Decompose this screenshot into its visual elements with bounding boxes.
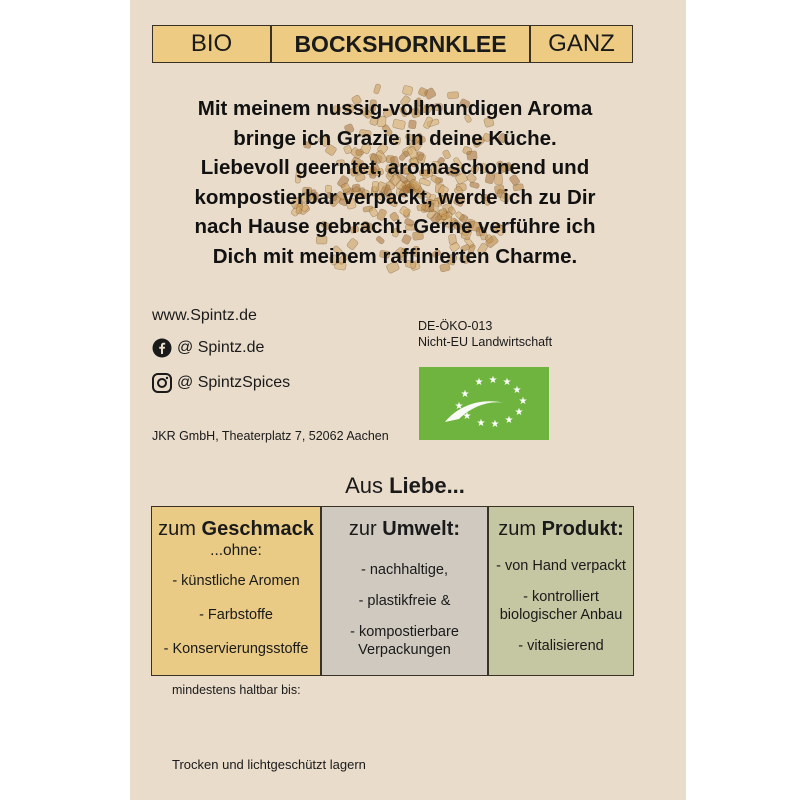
best-before-label: mindestens haltbar bis: xyxy=(172,683,301,697)
facebook-handle-text: @ Spintz.de xyxy=(177,339,265,356)
eu-star: ★ xyxy=(502,377,512,388)
list-item: - von Hand verpackt xyxy=(496,558,626,574)
eu-star: ★ xyxy=(490,419,500,430)
box-taste-heading xyxy=(152,518,320,541)
box-taste-emphasis: Geschmack xyxy=(201,518,314,540)
header-ganz-text: GANZ xyxy=(548,30,615,57)
list-item: - Farbstoffe xyxy=(199,607,273,623)
eu-star: ★ xyxy=(474,377,484,388)
storage-note: Trocken und lichtgeschützt lagern xyxy=(172,757,366,772)
eu-star: ★ xyxy=(512,385,522,396)
website-link[interactable]: www.Spintz.de xyxy=(152,307,257,324)
eu-star: ★ xyxy=(462,411,472,422)
list-item: - nachhaltige, xyxy=(360,562,449,578)
instagram-icon xyxy=(152,373,172,393)
list-item: biologischer Anbau xyxy=(499,607,623,623)
story-line: nach Hause gebracht. Gerne verführe ich xyxy=(194,215,596,238)
box-environment-emphasis: Umwelt: xyxy=(382,518,461,540)
list-item: - künstliche Aromen xyxy=(172,573,300,589)
box-product-emphasis: Produkt: xyxy=(541,518,624,540)
story-line: bringe ich Grazie in deine Küche. xyxy=(233,126,557,150)
story-line: Dich mit meinem raffinierten Charme. xyxy=(212,244,578,268)
section-title-prefix: Aus xyxy=(345,473,390,498)
header-bio-text: BIO xyxy=(190,30,233,57)
product-story xyxy=(180,94,610,271)
header-product-name xyxy=(271,25,530,63)
story-line: Liebevoll geerntet, aromaschonend und xyxy=(200,156,590,179)
instagram-handle[interactable] xyxy=(152,373,290,393)
box-environment-prefix: zur xyxy=(348,518,383,540)
facebook-icon xyxy=(152,338,172,358)
list-item: - kompostierbare xyxy=(350,624,459,640)
box-environment xyxy=(321,506,488,676)
eu-organic-leaf-logo xyxy=(419,367,549,440)
eu-star: ★ xyxy=(504,415,514,426)
list-item: - Konservierungsstoffe xyxy=(163,641,309,657)
box-taste xyxy=(151,506,321,676)
eu-star: ★ xyxy=(476,418,486,429)
eu-star: ★ xyxy=(518,396,528,407)
header-ganz xyxy=(530,25,633,63)
facebook-handle[interactable] xyxy=(152,338,264,358)
list-item: - plastikfreie & xyxy=(358,593,451,609)
eu-star: ★ xyxy=(460,389,470,400)
eu-star: ★ xyxy=(514,407,524,418)
box-product xyxy=(488,506,634,676)
benefit-boxes xyxy=(151,506,634,676)
box-product-prefix: zum xyxy=(498,518,542,540)
instagram-handle-text: @ SpintzSpices xyxy=(177,374,291,391)
list-item: Verpackungen xyxy=(358,642,451,658)
seed xyxy=(373,84,381,95)
section-title xyxy=(300,473,510,499)
header-product-name-text: BOCKSHORNKLEE xyxy=(294,30,507,57)
box-environment-heading xyxy=(322,518,487,541)
box-taste-sub: ...ohne: xyxy=(210,542,262,559)
box-product-heading xyxy=(489,518,633,541)
organic-certification xyxy=(418,318,552,350)
list-item: - vitalisierend xyxy=(518,638,604,654)
company-address: JKR GmbH, Theaterplatz 7, 52062 Aachen xyxy=(152,429,389,443)
eu-star: ★ xyxy=(454,401,464,412)
box-taste-prefix: zum xyxy=(158,518,202,540)
certification-code: DE-ÖKO-013 xyxy=(418,319,493,333)
eu-star: ★ xyxy=(488,375,498,386)
story-line: Mit meinem nussig-vollmundigen Aroma xyxy=(197,97,593,120)
certification-origin: Nicht-EU Landwirtschaft xyxy=(418,335,553,349)
header-bio xyxy=(152,25,271,63)
story-line: kompostierbar verpackt, werde ich zu Dir xyxy=(194,185,596,209)
section-title-emphasis: Liebe... xyxy=(389,473,465,498)
list-item: - kontrolliert xyxy=(523,589,599,605)
